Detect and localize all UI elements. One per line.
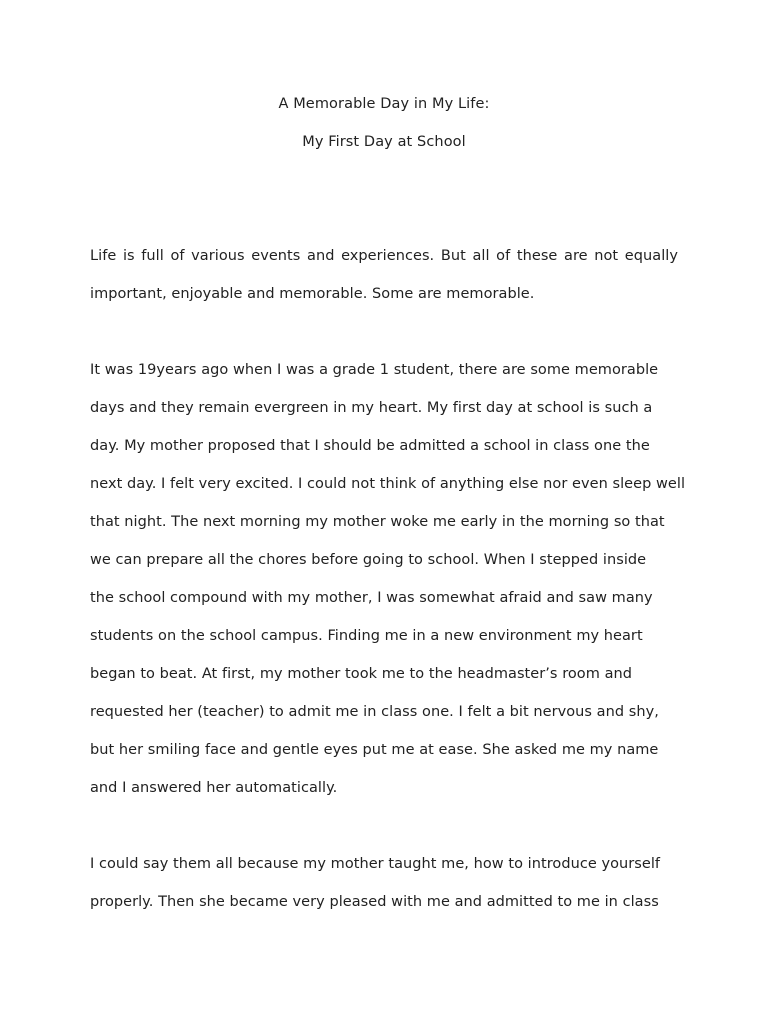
paragraph-2-line-4: next day. I felt very excited. I could not think of anything else nor even sleep well: [90, 476, 686, 492]
document-title: A Memorable Day in My Life:: [278, 96, 490, 112]
paragraph-1-line-1: Life is full of various events and experiences. But all of these are not equally: [90, 248, 678, 264]
document-subtitle: My First Day at School: [302, 134, 466, 150]
paragraph-1-line-2: important, enjoyable and memorable. Some are memorable.: [90, 286, 535, 302]
paragraph-2-line-3: day. My mother proposed that I should be admitted a school in class one the: [90, 438, 650, 454]
paragraph-2-line-6: we can prepare all the chores before going to school. When I stepped inside: [90, 552, 647, 568]
paragraph-2-line-11: but her smiling face and gentle eyes put me at ease. She asked me my name: [90, 742, 659, 758]
paragraph-2-line-7: the school compound with my mother, I was somewhat afraid and saw many: [90, 590, 653, 606]
paragraph-2-line-1: It was 19years ago when I was a grade 1 student, there are some memorable: [90, 362, 659, 378]
paragraph-2-line-9: began to beat. At first, my mother took me to the headmaster’s room and: [90, 666, 632, 682]
paragraph-2-line-10: requested her (teacher) to admit me in class one. I felt a bit nervous and shy,: [90, 704, 659, 720]
paragraph-3-line-2: properly. Then she became very pleased with me and admitted to me in class: [90, 894, 659, 910]
paragraph-2-line-12: and I answered her automatically.: [90, 780, 338, 796]
paragraph-3-line-1: I could say them all because my mother taught me, how to introduce yourself: [90, 856, 661, 872]
paragraph-2-line-2: days and they remain evergreen in my heart. My first day at school is such a: [90, 400, 653, 416]
paragraph-2-line-8: students on the school campus. Finding me in a new environment my heart: [90, 628, 643, 644]
paragraph-2-line-5: that night. The next morning my mother woke me early in the morning so that: [90, 514, 665, 530]
